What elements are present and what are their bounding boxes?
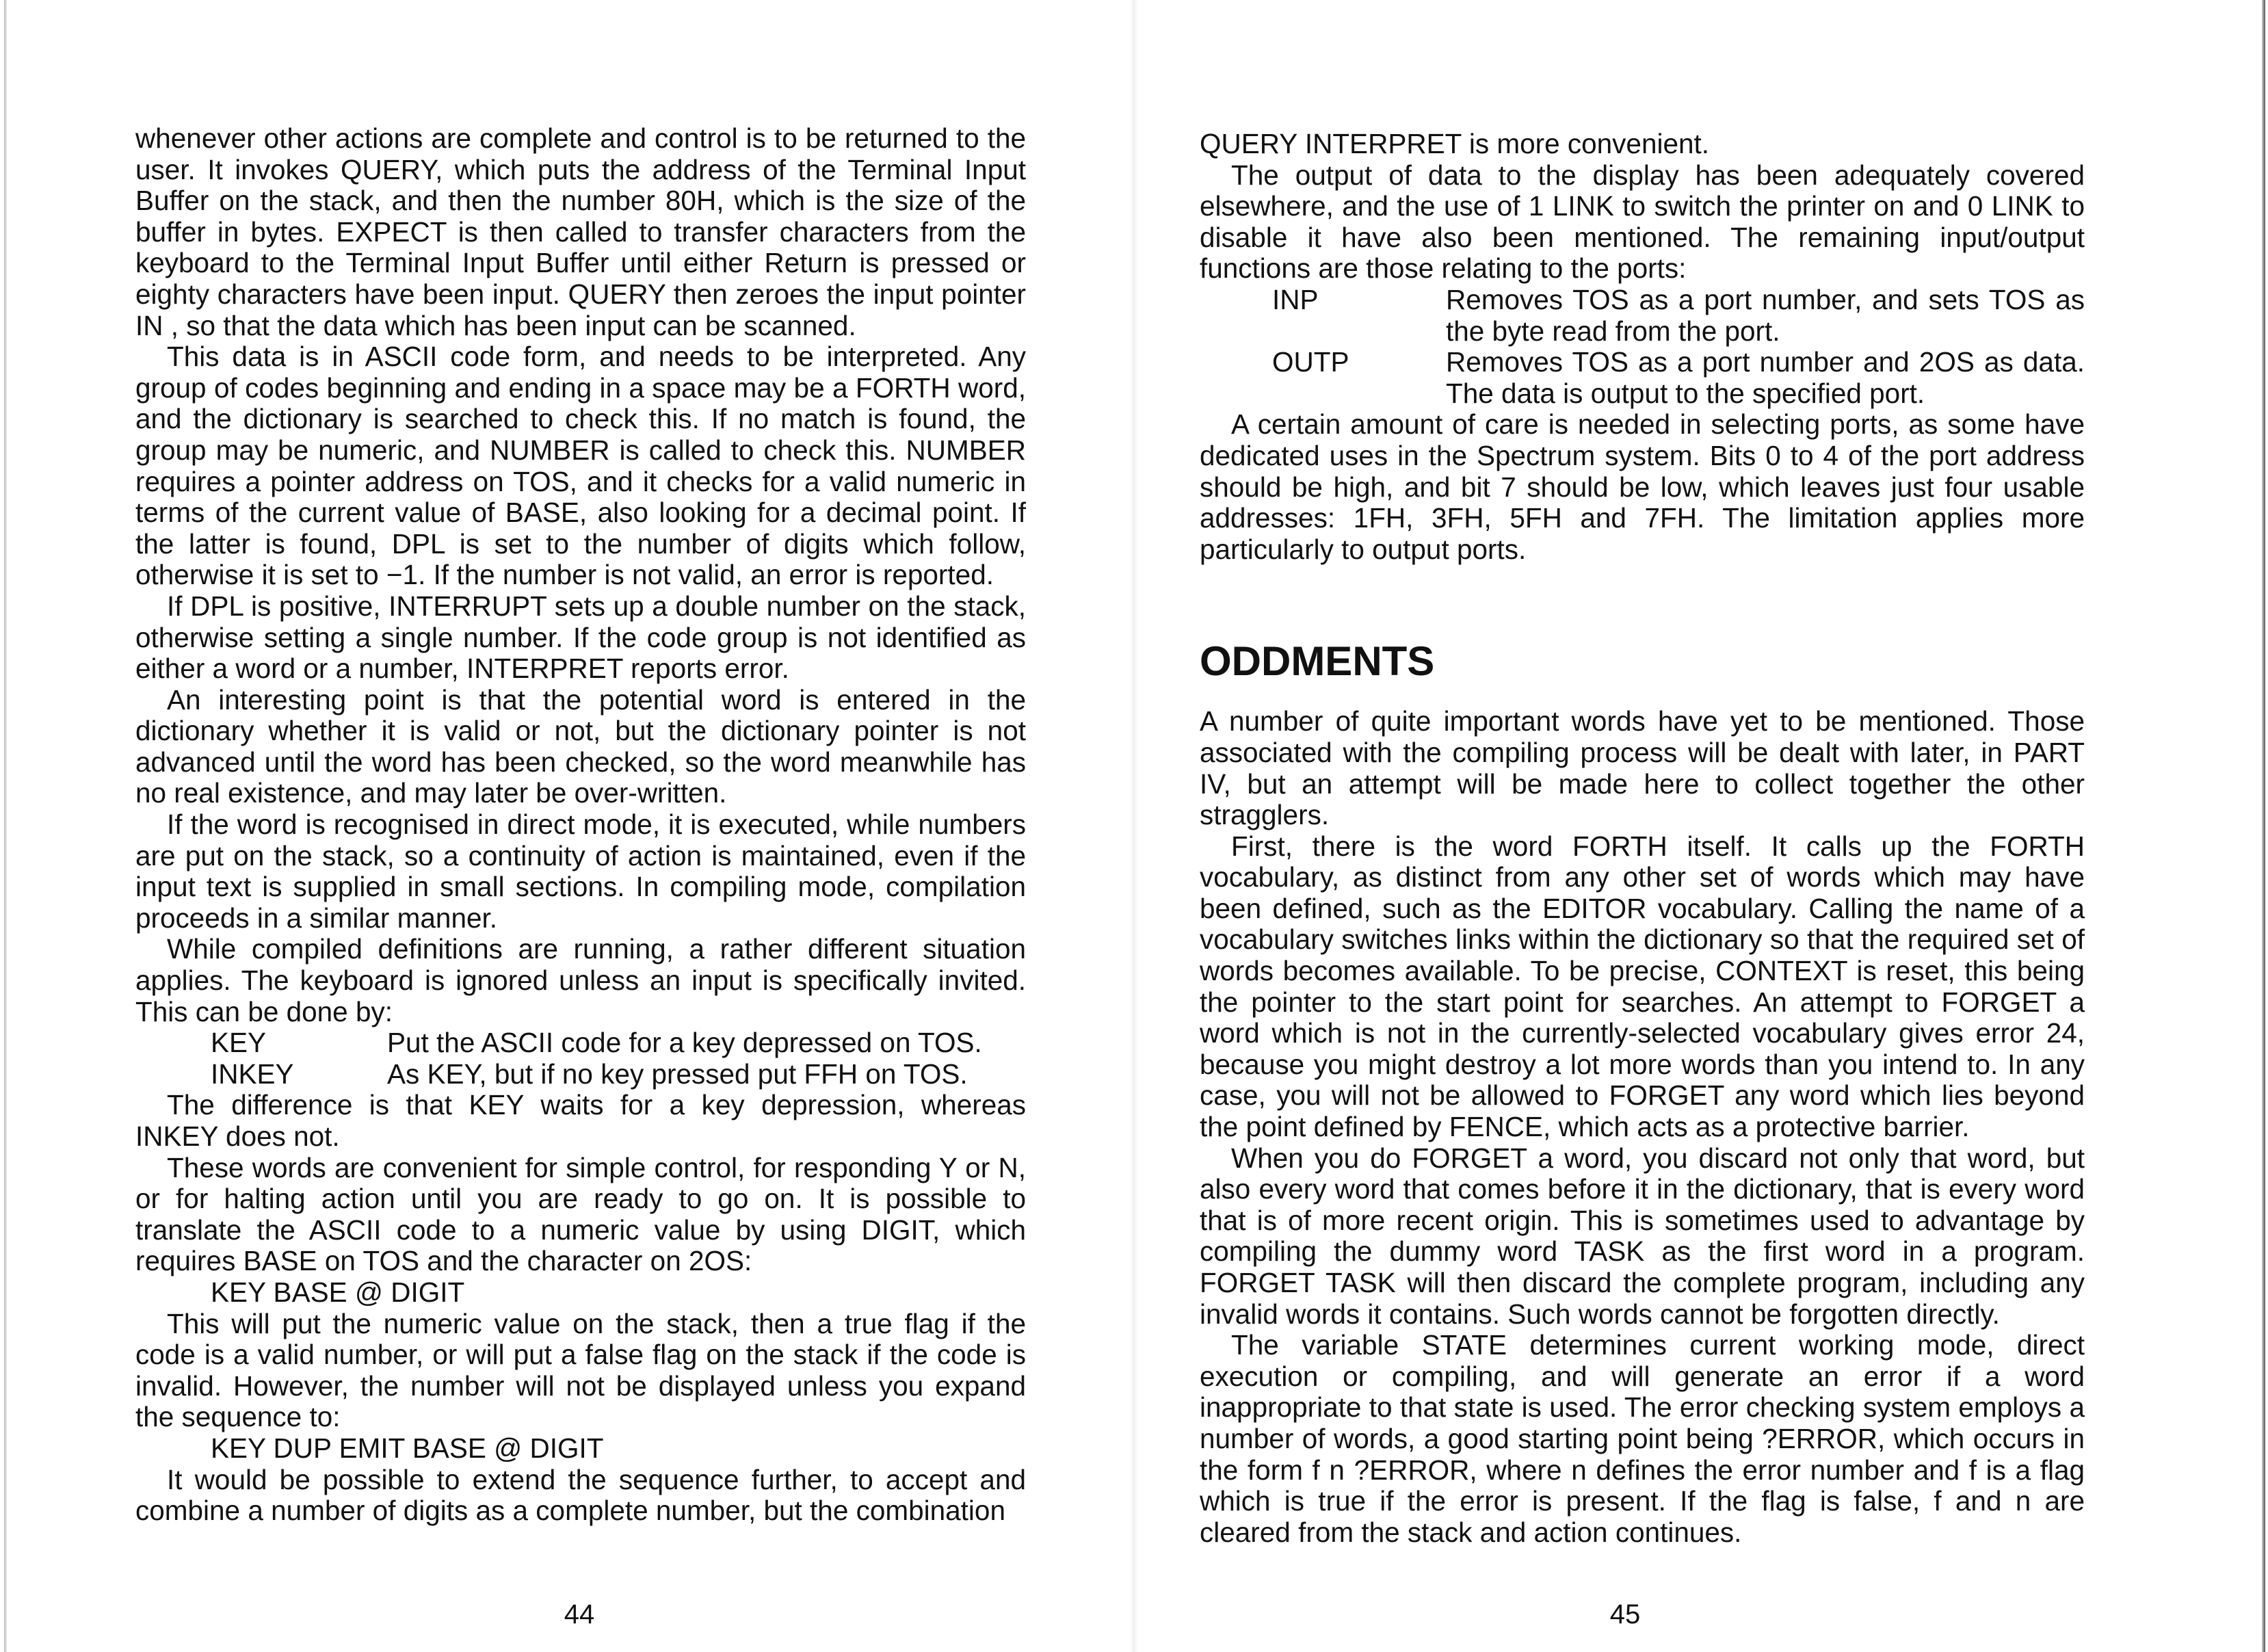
- page-number: 44: [564, 1599, 595, 1629]
- right-page-text: [1200, 129, 2085, 1548]
- paragraph: While compiled definitions are running, a rather different situation applies. The keyboard is ignored unless an input is specifically invited. This can be done by:: [135, 933, 1026, 1027]
- code-line: KEY DUP EMIT BASE @ DIGIT: [211, 1432, 604, 1464]
- page-number: 45: [1609, 1599, 1641, 1629]
- paragraph: These words are convenient for simple control, for responding Y or N, or for halting action until you are ready to go on. It is possible to translate the ASCII code to a numeric value by using DIGIT, which requires BASE on TOS and the character on 2OS:: [135, 1151, 1026, 1277]
- definition-inkey: [135, 1059, 1026, 1090]
- paragraph: If the word is recognised in direct mode, it is executed, while numbers are put on the stack, so a continuity of action is maintained, even if the input text is supplied in small sections. In compiling mode, compilation proceeds in a similar manner.: [135, 809, 1026, 934]
- paragraph: The output of data to the display has been adequately covered elsewhere, and the use of 1 LINK to switch the printer on and 0 LINK to disable it have also been mentioned. The remaining input/output functions are those relating to the ports:: [1200, 159, 2085, 285]
- definition-outp: [1200, 347, 2085, 409]
- paragraph: When you do FORGET a word, you discard not only that word, but also every word that comes before it in the dictionary, that is every word that is of more recent origin. This is sometimes used to advantage by compiling the dummy word TASK as the first word in a program. FORGET TASK will then discard the complete program, including any invalid words it contains. Such words cannot be forgotten directly.: [1200, 1142, 2085, 1330]
- paragraph: An interesting point is that the potential word is entered in the dictionary whether it is valid or not, but the dictionary pointer is not advanced until the word has been checked, so the word meanwhile has no real existence, and may later be over-written.: [135, 683, 1026, 809]
- section-heading: ODDMENTS: [1200, 638, 1435, 685]
- paragraph: A certain amount of care is needed in selecting ports, as some have dedicated uses in the Spectrum system. Bits 0 to 4 of the port address should be high, and bit 7 should be low, which leaves just four usable addresses: 1FH, 3FH, 5FH and 7FH. The limitation applies more particularly to output ports.: [1200, 408, 2085, 565]
- paragraph: whenever other actions are complete and control is to be returned to the user. It invokes QUERY, which puts the address of the Terminal Input Buffer on the stack, and then the number 80H, which is the size of the buffer in bytes. EXPECT is then called to transfer characters from the keyboard to the Terminal Input Buffer until either Return is pressed or eighty characters have been input. QUERY then zeroes the input pointer IN , so that the data which has been input can be scanned.: [135, 122, 1026, 341]
- definition-term: INP: [1272, 283, 1319, 315]
- paragraph: A number of quite important words have yet to be mentioned. Those associated with the compiling process will be dealt with later, in PART IV, but an attempt will be made here to collect together the other stragglers.: [1200, 705, 2085, 831]
- paragraph: The difference is that KEY waits for a key depression, whereas INKEY does not.: [135, 1089, 1026, 1152]
- definition-inp: [1200, 285, 2085, 347]
- paragraph: This will put the numeric value on the stack, then a true flag if the code is a valid number, or will put a false flag on the stack if the code is invalid. However, the number will not be displayed unless you expand the sequence to:: [135, 1307, 1026, 1433]
- paragraph: First, there is the word FORTH itself. It calls up the FORTH vocabulary, as distinct from any other set of words which may have been defined, such as the EDITOR vocabulary. Calling the name of a vocabulary switches links within the dictionary so that the required set of words becomes available. To be precise, CONTEXT is reset, this being the pointer to the start point for searches. An attempt to FORGET a word which is not in the currently-selected vocabulary gives error 24, because you might destroy a lot more words than you intend to. In any case, you will not be allowed to FORGET any word which lies beyond the point defined by FENCE, which acts as a protective barrier.: [1200, 830, 2085, 1143]
- left-page-text: [135, 123, 1026, 1527]
- definition-key: [135, 1027, 1026, 1059]
- definition-term: INKEY: [211, 1058, 294, 1090]
- definition-desc: Put the ASCII code for a key depressed on TOS.: [387, 1027, 982, 1059]
- definition-term: KEY: [211, 1027, 267, 1059]
- definition-desc: Removes TOS as a port number, and sets TOS as the byte read from the port.: [1446, 283, 2085, 347]
- paragraph: If DPL is positive, INTERRUPT sets up a double number on the stack, otherwise setting a single number. If the code group is not identified as either a word or a number, INTERPRET reports error.: [135, 590, 1026, 685]
- code-line: KEY BASE @ DIGIT: [211, 1276, 465, 1308]
- paragraph: The variable STATE determines current working mode, direct execution or compiling, and will generate an error if a word inappropriate to that state is used. The error checking system employs a number of words, a good starting point being ?ERROR, which occurs in the form f n ?ERROR, where n defines the error number and f is a flag which is true if the error is present. If the flag is false, f and n are cleared from the stack and action continues.: [1200, 1329, 2085, 1548]
- right-page: [1134, 0, 2268, 1652]
- definition-desc: Removes TOS as a port number and 2OS as data. The data is output to the specified port.: [1446, 346, 2085, 409]
- definition-term: OUTP: [1272, 346, 1349, 378]
- definition-desc: As KEY, but if no key pressed put FFH on TOS.: [387, 1058, 968, 1090]
- paragraph: This data is in ASCII code form, and needs to be interpreted. Any group of codes beginning and ending in a space may be a FORTH word, and the dictionary is searched to check this. If no match is found, the group may be numeric, and NUMBER is called to check this. NUMBER requires a pointer address on TOS, and it checks for a valid numeric in terms of the current value of BASE, also looking for a decimal point. If the latter is found, DPL is set to the number of digits which follow, otherwise it is set to −1. If the number is not valid, an error is reported.: [135, 341, 1026, 591]
- paragraph: It would be possible to extend the sequence further, to accept and combine a number of digits as a complete number, but the combination: [135, 1463, 1026, 1527]
- paragraph: QUERY INTERPRET is more convenient.: [1200, 128, 1710, 159]
